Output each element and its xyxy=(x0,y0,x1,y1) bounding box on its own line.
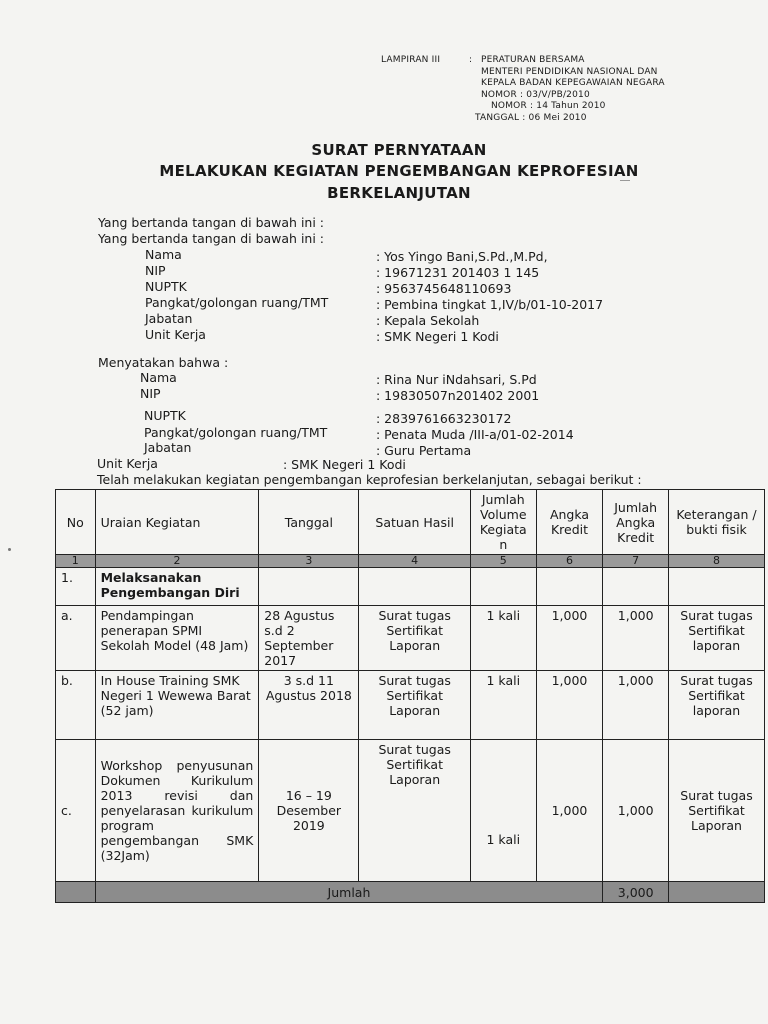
subject-value: : Rina Nur iNdahsari, S.Pd xyxy=(376,372,537,387)
col-header-tanggal: Tanggal xyxy=(259,490,359,555)
subject-value: : Guru Pertama xyxy=(376,443,472,458)
row-keterangan: Surat tugas Sertifikat laporan xyxy=(669,606,765,671)
row-keterangan: Surat tugas Sertifikat laporan xyxy=(669,671,765,740)
lampiran-line: PERATURAN BERSAMA xyxy=(481,55,585,65)
subject-label: Pangkat/golongan ruang/TMT xyxy=(144,425,328,440)
subject-value: : 2839761663230172 xyxy=(376,411,512,426)
section-no: 1. xyxy=(56,568,96,606)
lampiran-lines xyxy=(475,55,665,124)
sum-row xyxy=(56,882,765,903)
col-header-volume: Jumlah Volume Kegiata n xyxy=(470,490,536,555)
kegiatan-table xyxy=(55,489,765,903)
row-tanggal: 16 – 19 Desember 2019 xyxy=(259,740,359,882)
signer-label: NIP xyxy=(145,263,166,278)
col-number: 8 xyxy=(669,555,765,568)
lampiran-line: MENTERI PENDIDIKAN NASIONAL DAN xyxy=(481,66,658,77)
lampiran-line: NOMOR : 14 Tahun 2010 xyxy=(491,101,606,111)
signer-label: NUPTK xyxy=(145,279,187,294)
col-number: 7 xyxy=(603,555,669,568)
row-jumlah: 1,000 xyxy=(603,671,669,740)
col-header-uraian: Uraian Kegiatan xyxy=(95,490,259,555)
lampiran-label: LAMPIRAN III xyxy=(381,55,441,65)
row-uraian: In House Training SMK Negeri 1 Wewewa Barat (52 jam) xyxy=(95,671,259,740)
row-volume: 1 kali xyxy=(470,671,536,740)
signer-label: Pangkat/golongan ruang/TMT xyxy=(145,295,329,310)
doc-title: SURAT PERNYATAAN xyxy=(311,141,487,159)
col-header-keterangan: Keterangan / bukti fisik xyxy=(669,490,765,555)
row-angka: 1,000 xyxy=(536,606,603,671)
row-volume: 1 kali xyxy=(470,606,536,671)
row-no: b. xyxy=(56,671,96,740)
signer-value: : Pembina tingkat 1,IV/b/01-10-2017 xyxy=(376,297,604,312)
signer-label: Unit Kerja xyxy=(145,327,206,342)
col-header-angka: Angka Kredit xyxy=(536,490,603,555)
row-uraian: Pendampingan penerapan SPMI Sekolah Model (48 Jam) xyxy=(95,606,259,671)
intro-line: Yang bertanda tangan di bawah ini : xyxy=(98,215,325,230)
row-satuan: Surat tugas Sertifikat Laporan xyxy=(359,740,471,882)
signer-label: Nama xyxy=(145,247,182,262)
doc-subtitle-cont: BERKELANJUTAN xyxy=(327,184,471,202)
row-tanggal: 28 Agustus s.d 2 September 2017 xyxy=(259,606,359,671)
section-title: Melaksanakan Pengembangan Diri xyxy=(95,568,259,606)
signer-value: : SMK Negeri 1 Kodi xyxy=(376,329,499,344)
table-row xyxy=(56,606,765,671)
col-number: 6 xyxy=(536,555,603,568)
signer-value: : Kepala Sekolah xyxy=(376,313,480,328)
signer-value: : 9563745648110693 xyxy=(376,281,512,296)
scan-mark xyxy=(620,180,630,181)
telah-line: Telah melakukan kegiatan pengembangan keprofesian berkelanjutan, sebagai berikut : xyxy=(97,472,642,487)
subject-value: : SMK Negeri 1 Kodi xyxy=(283,457,406,472)
menyatakan-line: Menyatakan bahwa : xyxy=(98,355,229,370)
subject-value: : 19830507n201402 2001 xyxy=(376,388,540,403)
lampiran-line: KEPALA BADAN KEPEGAWAIAN NEGARA xyxy=(481,78,665,88)
subject-label: NIP xyxy=(140,386,161,401)
doc-subtitle: MELAKUKAN KEGIATAN PENGEMBANGAN KEPROFESIAN xyxy=(159,162,639,180)
row-volume: 1 kali xyxy=(470,740,536,882)
col-number: 2 xyxy=(95,555,259,568)
col-number: 1 xyxy=(56,555,96,568)
col-number: 5 xyxy=(470,555,536,568)
row-satuan: Surat tugas Sertifikat Laporan xyxy=(359,606,471,671)
row-uraian: Workshop penyusunan Dokumen Kurikulum 2013 revisi dan penyelarasan kurikulum program pengembangan SMK (32Jam) xyxy=(95,740,259,882)
lampiran-line: TANGGAL : 06 Mei 2010 xyxy=(475,112,587,123)
row-jumlah: 1,000 xyxy=(603,606,669,671)
subject-label: Nama xyxy=(140,370,177,385)
row-tanggal: 3 s.d 11 Agustus 2018 xyxy=(259,671,359,740)
row-angka: 1,000 xyxy=(536,740,603,882)
subject-label: Unit Kerja xyxy=(97,456,158,471)
signer-value: : 19671231 201403 1 145 xyxy=(376,265,540,280)
signer-value: : Yos Yingo Bani,S.Pd.,M.Pd, xyxy=(376,249,548,264)
intro-line: Yang bertanda tangan di bawah ini : xyxy=(98,231,325,246)
sum-label: Jumlah xyxy=(95,882,603,903)
col-number: 4 xyxy=(359,555,471,568)
scan-speck xyxy=(8,548,11,551)
col-header-no: No xyxy=(56,490,96,555)
row-jumlah: 1,000 xyxy=(603,740,669,882)
lampiran-line: NOMOR : 03/V/PB/2010 xyxy=(481,89,590,100)
subject-label: NUPTK xyxy=(144,408,186,423)
table-row xyxy=(56,740,765,882)
col-header-satuan: Satuan Hasil xyxy=(359,490,471,555)
col-number: 3 xyxy=(259,555,359,568)
sum-value: 3,000 xyxy=(603,882,669,903)
subject-value: : Penata Muda /III-a/01-02-2014 xyxy=(376,427,574,442)
col-header-jumlah: Jumlah Angka Kredit xyxy=(603,490,669,555)
signer-label: Jabatan xyxy=(145,311,193,326)
column-number-row xyxy=(56,555,765,568)
section-row xyxy=(56,568,765,606)
row-satuan: Surat tugas Sertifikat Laporan xyxy=(359,671,471,740)
row-angka: 1,000 xyxy=(536,671,603,740)
subject-label: Jabatan xyxy=(144,440,192,455)
row-no: c. xyxy=(56,740,96,882)
row-keterangan: Surat tugas Sertifikat Laporan xyxy=(669,740,765,882)
table-row xyxy=(56,671,765,740)
lampiran-colon: : xyxy=(469,55,473,65)
table-header-row xyxy=(56,490,765,555)
row-no: a. xyxy=(56,606,96,671)
